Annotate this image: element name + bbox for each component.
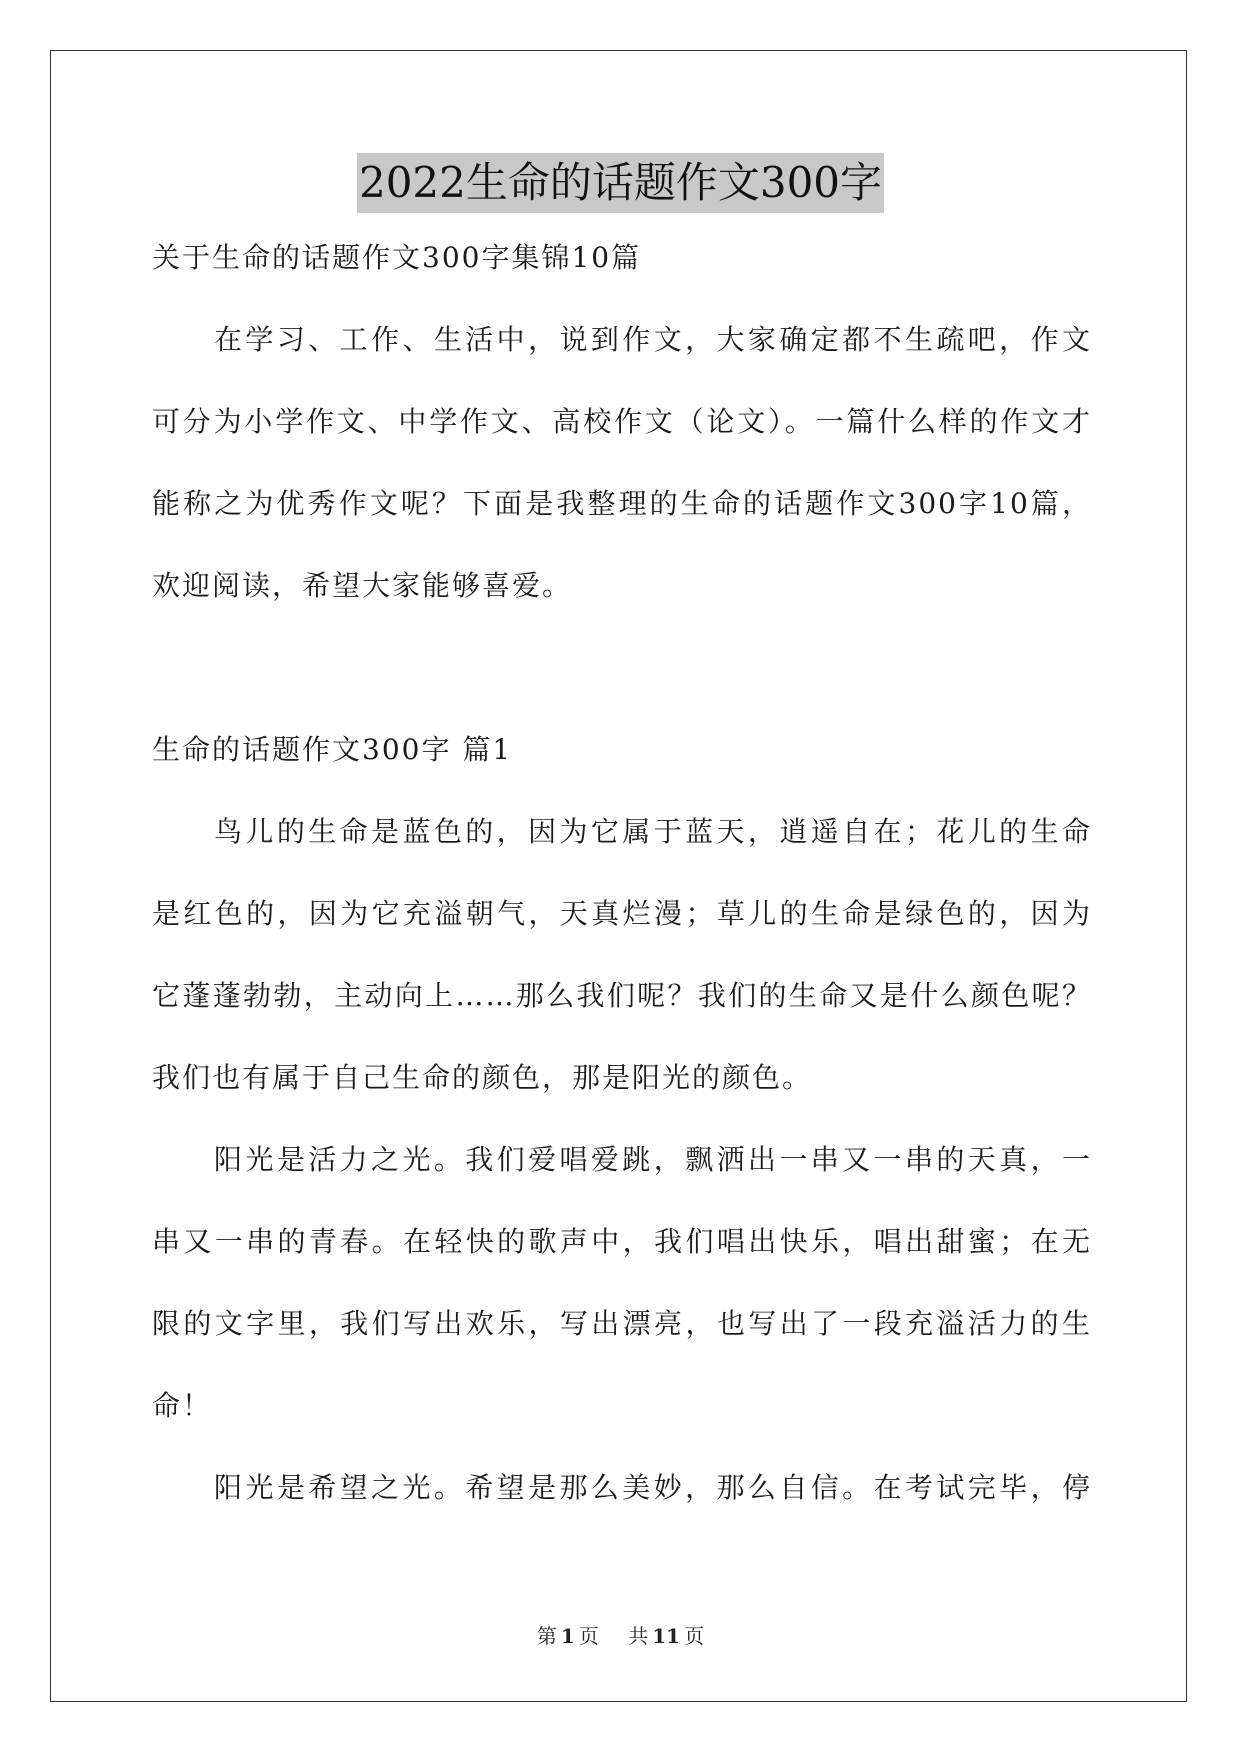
- text-line: 可分为小学作文、中学作文、高校作文（论文）。一篇什么样的作文才: [152, 405, 1092, 438]
- text-line: 欢迎阅读，希望大家能够喜爱。: [152, 569, 573, 602]
- text-line: 串又一串的青春。在轻快的歌声中，我们唱出快乐，唱出甜蜜；在无: [152, 1225, 1092, 1258]
- text-line: 我们也有属于自己生命的颜色，那是阳光的颜色。: [152, 1061, 813, 1094]
- document-body: [152, 232, 1092, 1544]
- footer-prefix: 第: [536, 1624, 557, 1648]
- blank-line: [152, 642, 1092, 724]
- footer-total-pages: 11: [652, 1624, 681, 1648]
- title-container: [0, 153, 1241, 213]
- footer-total-prefix: 共: [628, 1624, 649, 1648]
- text-line: 是红色的，因为它充溢朝气，天真烂漫；草儿的生命是绿色的，因为: [152, 897, 1092, 930]
- text-line: 生命的话题作文300字 篇1: [152, 733, 513, 766]
- text-line: 阳光是希望之光。希望是那么美妙，那么自信。在考试完毕，停: [214, 1471, 1092, 1504]
- text-line: 鸟儿的生命是蓝色的，因为它属于蓝天，逍遥自在；花儿的生命: [214, 815, 1092, 848]
- document-title: 2022生命的话题作文300字: [357, 153, 884, 213]
- footer-total-suffix: 页: [684, 1624, 705, 1648]
- text-line: 命！: [152, 1389, 213, 1422]
- text-line: 在学习、工作、生活中，说到作文，大家确定都不生疏吧，作文: [214, 323, 1092, 356]
- footer-page-number: 1: [560, 1624, 575, 1648]
- footer-page-suffix: 页: [578, 1624, 599, 1648]
- page-footer: [0, 1620, 1241, 1649]
- text-line: 它蓬蓬勃勃，主动向上……那么我们呢？我们的生命又是什么颜色呢？: [152, 979, 1092, 1012]
- text-line: 能称之为优秀作文呢？下面是我整理的生命的话题作文300字10篇，: [152, 487, 1092, 520]
- text-line: 关于生命的话题作文300字集锦10篇: [152, 241, 642, 274]
- text-line: 限的文字里，我们写出欢乐，写出漂亮，也写出了一段充溢活力的生: [152, 1307, 1092, 1340]
- text-line: 阳光是活力之光。我们爱唱爱跳，飘洒出一串又一串的天真，一: [214, 1143, 1092, 1176]
